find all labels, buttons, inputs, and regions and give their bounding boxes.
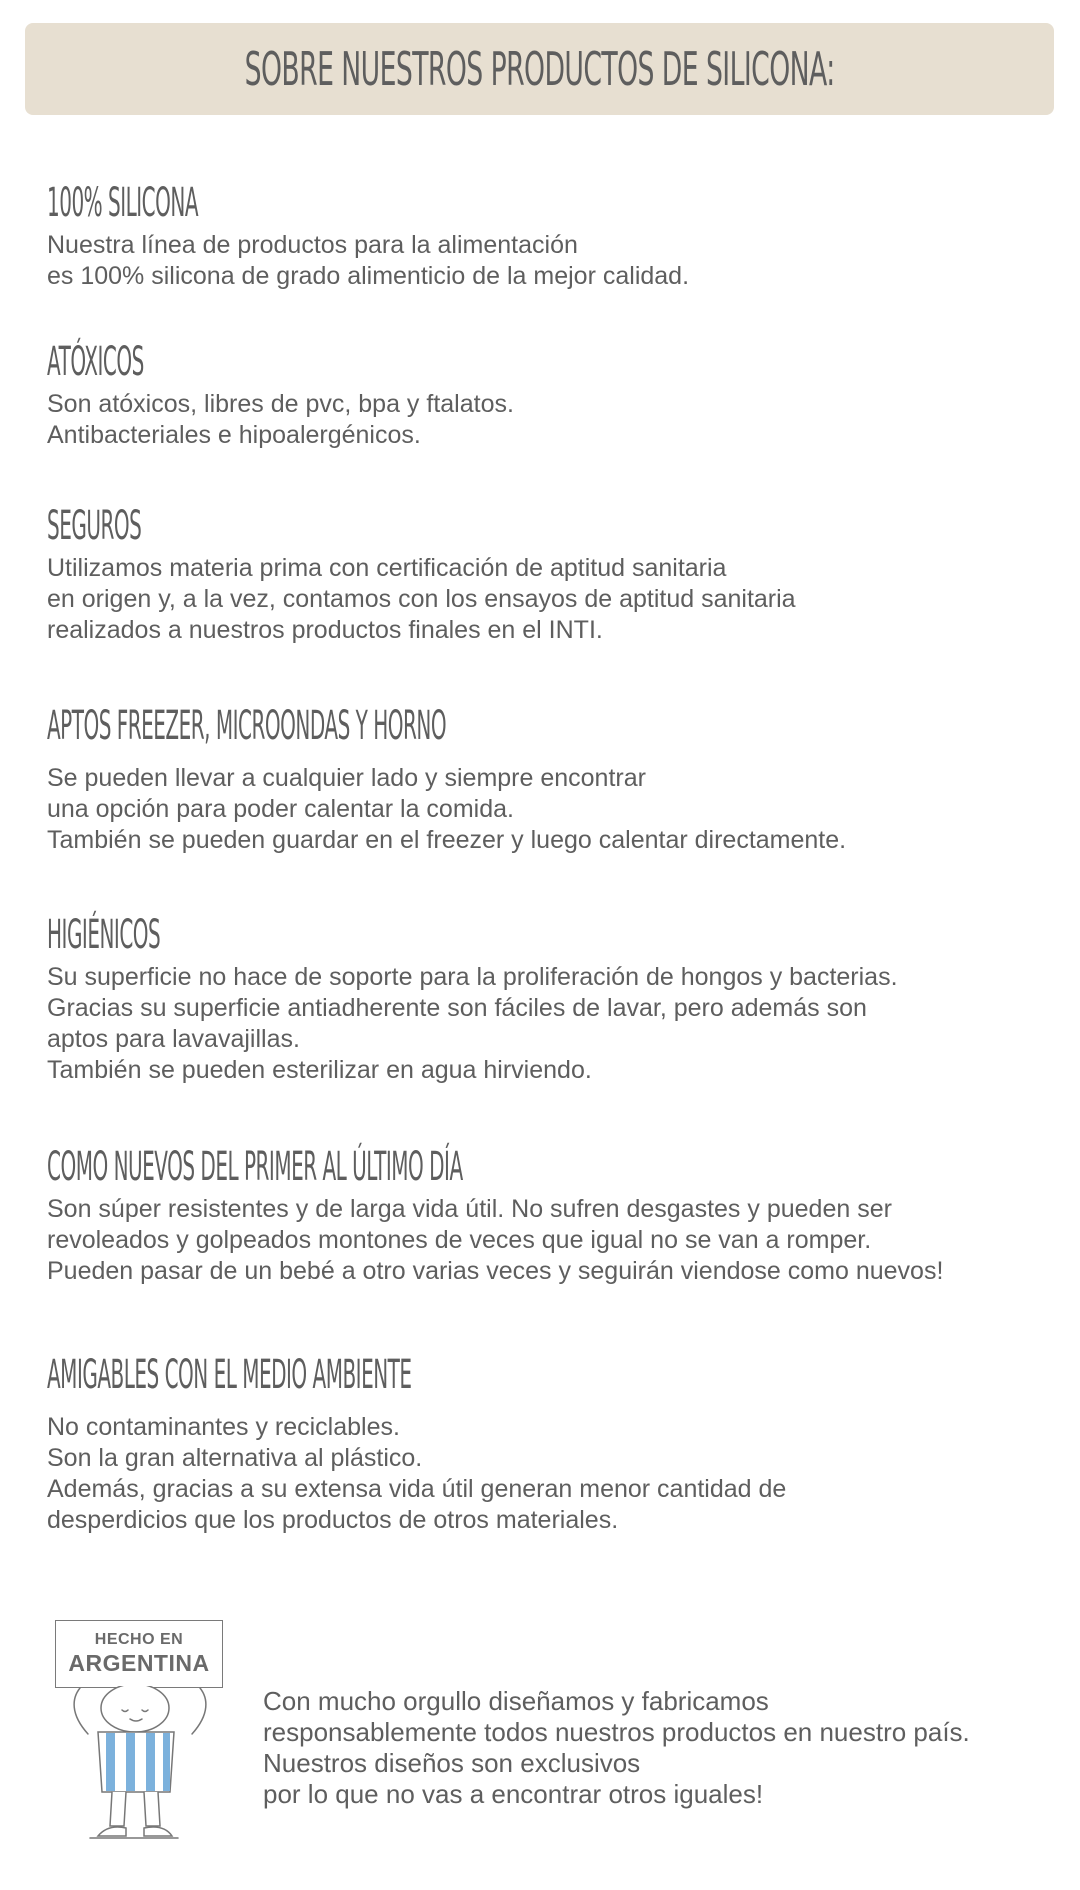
badge-line-1: HECHO EN <box>94 1631 184 1648</box>
section-atoxicos <box>47 339 1067 451</box>
section-text: Son atóxicos, libres de pvc, bpa y ftalatos. <box>47 390 514 418</box>
section-title: HIGIÉNICOS <box>47 912 161 958</box>
section-text: Son la gran alternativa al plástico. <box>47 1444 423 1472</box>
footer-line: Con mucho orgullo diseñamos y fabricamos <box>263 1686 769 1716</box>
section-text: También se pueden esterilizar en agua hirviendo. <box>47 1056 592 1084</box>
section-text: en origen y, a la vez, contamos con los ensayos de aptitud sanitaria <box>47 585 796 613</box>
section-text: una opción para poder calentar la comida. <box>47 795 514 823</box>
section-text: No contaminantes y reciclables. <box>47 1413 400 1441</box>
section-como-nuevos <box>47 1144 1067 1287</box>
header-banner <box>25 23 1054 115</box>
section-aptos <box>47 703 1067 856</box>
footer-line: responsablemente todos nuestros productos en nuestro país. <box>263 1717 970 1747</box>
section-text: Pueden pasar de un bebé a otro varias veces y seguirán viendose como nuevos! <box>47 1257 944 1285</box>
badge-line-2: ARGENTINA <box>68 1650 210 1676</box>
section-text: Gracias su superficie antiadherente son fáciles de lavar, pero además son <box>47 994 867 1022</box>
section-title: SEGUROS <box>47 503 142 549</box>
made-in-argentina-footer <box>50 1620 1070 1870</box>
section-text: aptos para lavavajillas. <box>47 1025 300 1053</box>
section-higienicos <box>47 912 1067 1086</box>
section-seguros <box>47 503 1067 646</box>
section-title: 100% SILICONA <box>47 180 199 226</box>
section-text: revoleados y golpeados montones de veces que igual no se van a romper. <box>47 1226 872 1254</box>
footer-line: Nuestros diseños son exclusivos <box>263 1748 641 1778</box>
section-text: realizados a nuestros productos finales en el INTI. <box>47 616 603 644</box>
kid-holding-sign-icon <box>50 1686 210 1876</box>
section-title: ATÓXICOS <box>47 339 144 385</box>
section-text: desperdicios que los productos de otros materiales. <box>47 1506 619 1534</box>
section-text: Se pueden llevar a cualquier lado y siempre encontrar <box>47 764 646 792</box>
section-text: Nuestra línea de productos para la alimentación <box>47 231 578 259</box>
section-title: COMO NUEVOS DEL PRIMER AL ÚLTIMO DÍA <box>47 1144 463 1190</box>
footer-text <box>263 1686 970 1810</box>
section-text: Antibacteriales e hipoalergénicos. <box>47 421 421 449</box>
section-text: También se pueden guardar en el freezer y luego calentar directamente. <box>47 826 847 854</box>
section-text: Su superficie no hace de soporte para la proliferación de hongos y bacterias. <box>47 963 898 991</box>
section-title: AMIGABLES CON EL MEDIO AMBIENTE <box>47 1352 412 1398</box>
section-text: Son súper resistentes y de larga vida útil. No sufren desgastes y pueden ser <box>47 1195 892 1223</box>
footer-line: por lo que no vas a encontrar otros iguales! <box>263 1779 764 1809</box>
page-title: SOBRE NUESTROS PRODUCTOS DE SILICONA: <box>244 42 835 96</box>
section-title: APTOS FREEZER, MICROONDAS Y HORNO <box>47 703 447 749</box>
section-text: Además, gracias a su extensa vida útil generan menor cantidad de <box>47 1475 787 1503</box>
hecho-en-argentina-sign <box>55 1620 223 1688</box>
section-amigables <box>47 1352 1067 1536</box>
section-text: es 100% silicona de grado alimenticio de la mejor calidad. <box>47 262 690 290</box>
section-text: Utilizamos materia prima con certificación de aptitud sanitaria <box>47 554 727 582</box>
section-silicona <box>47 180 1067 292</box>
